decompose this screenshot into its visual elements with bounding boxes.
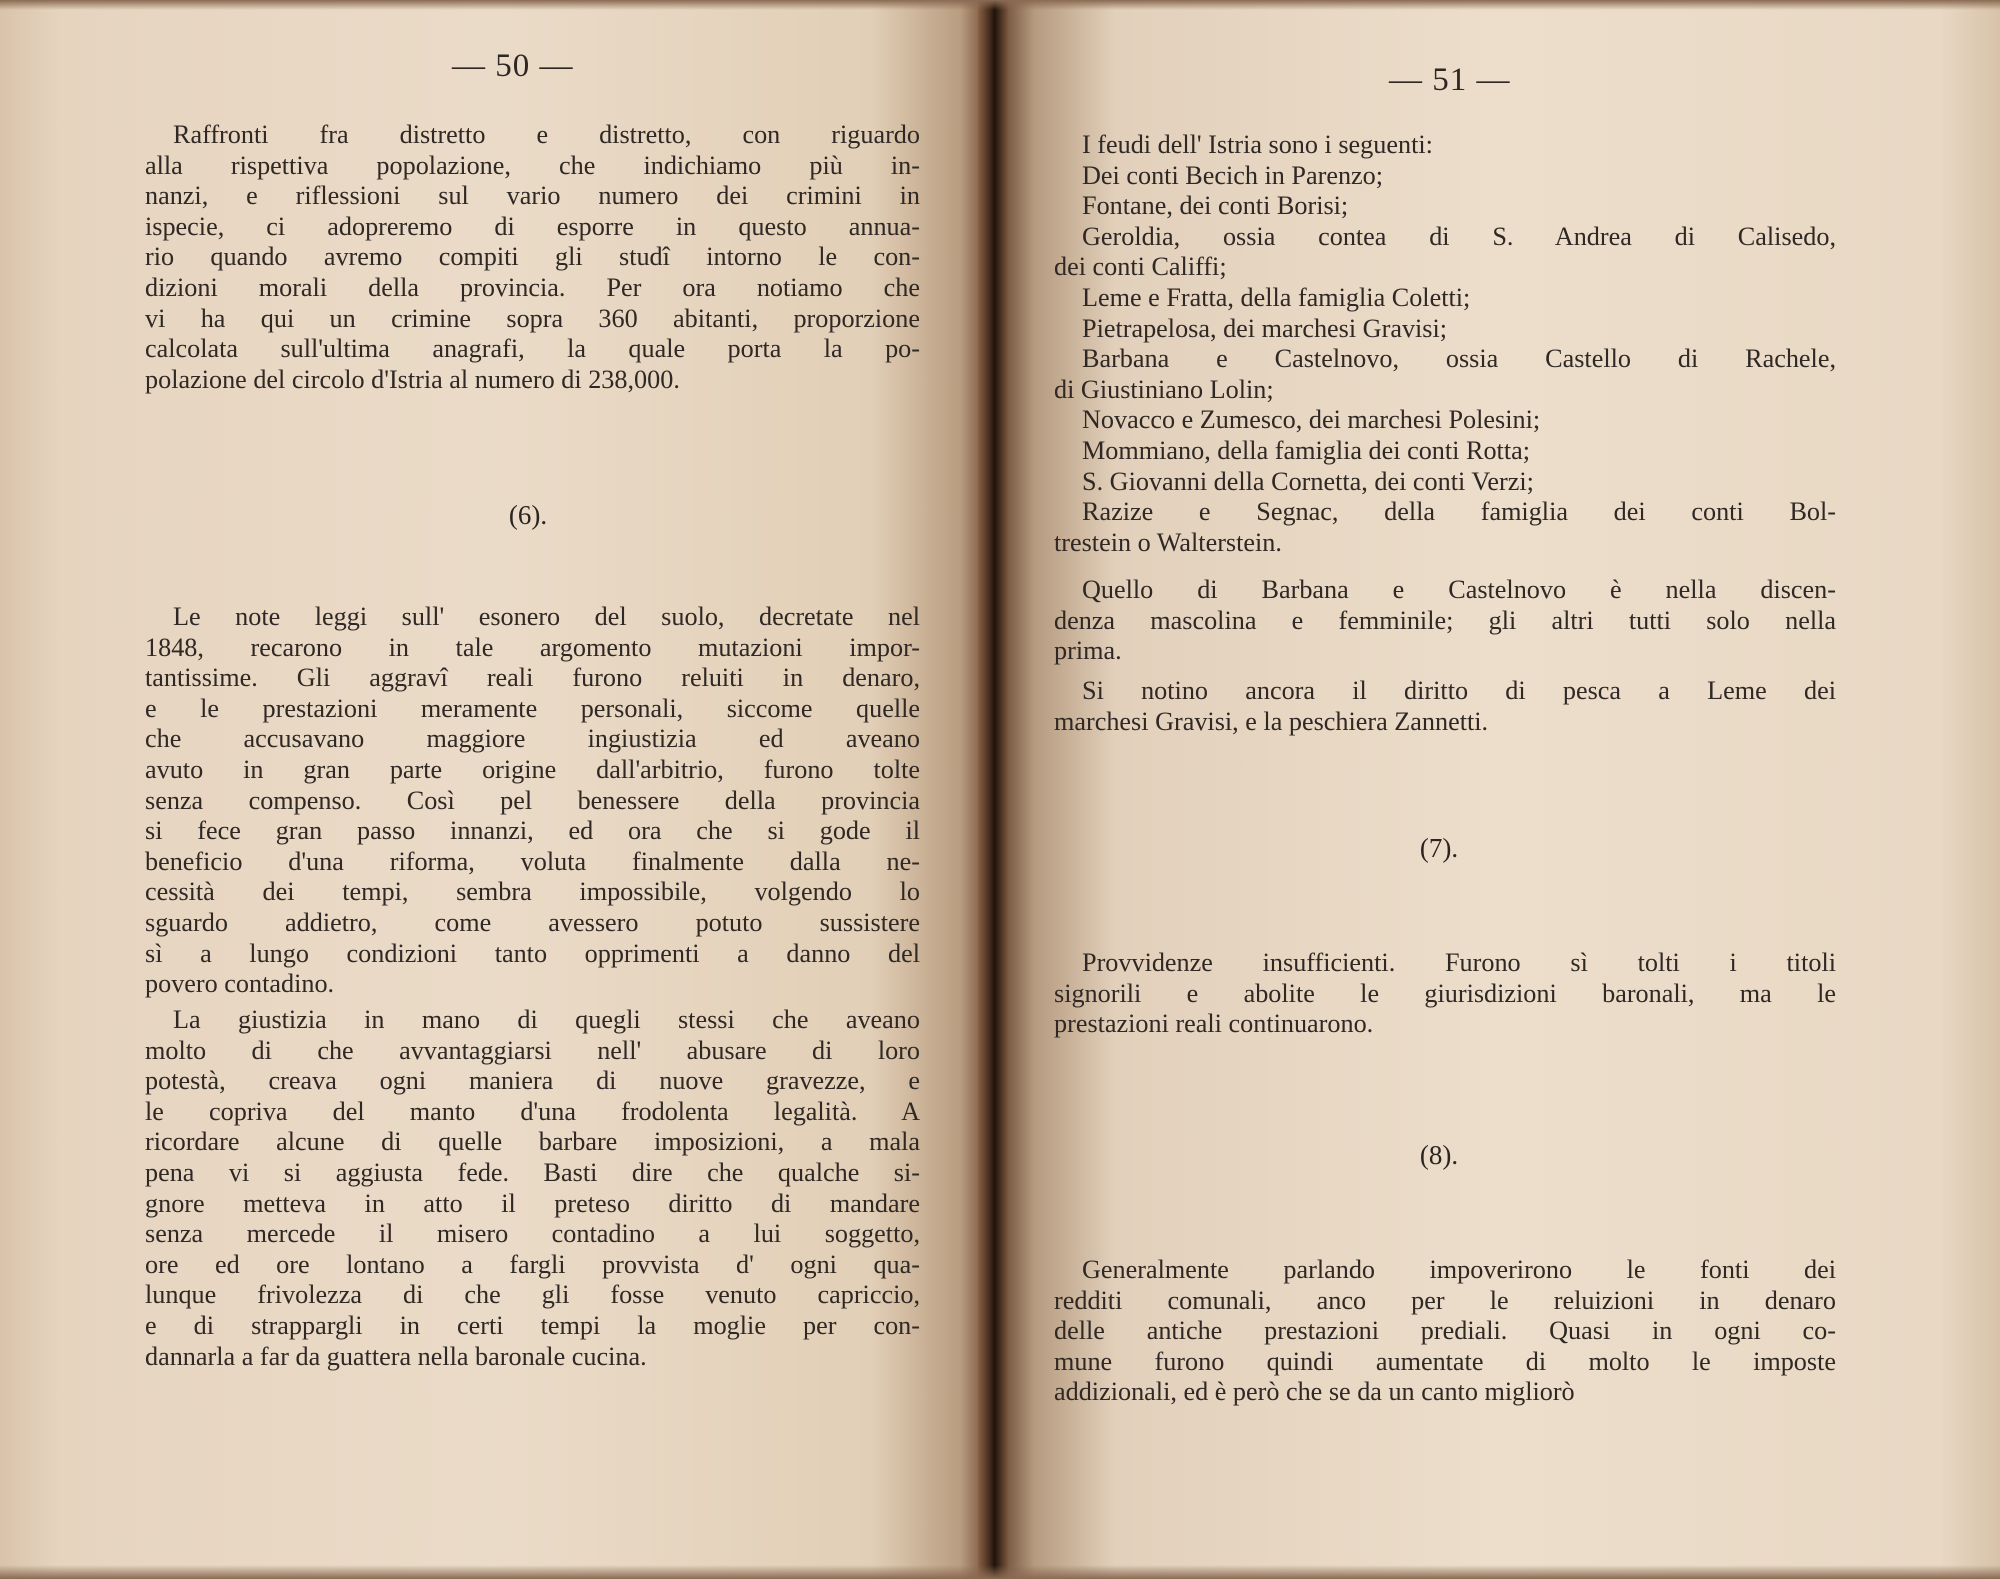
page-edge-top <box>0 0 2000 10</box>
page-number-right: — 51 — <box>1389 62 1511 98</box>
fief-item-continued: trestein o Walterstein. <box>1054 527 1282 557</box>
text-line: prestazioni reali continuarono. <box>1054 1009 1374 1039</box>
fief-item: Pietrapelosa, dei marchesi Gravisi; <box>1082 313 1448 343</box>
fief-item: Barbana e Castelnovo, ossia Castello di Rachele, <box>1082 344 1836 374</box>
paragraph <box>1054 948 1836 1040</box>
fief-item: Leme e Fratta, della famiglia Coletti; <box>1082 282 1471 312</box>
section-heading-7: (7). <box>1419 833 1459 863</box>
page-edge-bottom <box>0 1565 2000 1579</box>
section-heading-6: (6). <box>508 500 548 530</box>
right-paragraph-b <box>1054 676 1836 737</box>
paragraph <box>1054 575 1836 667</box>
fiefs-intro: I feudi dell' Istria sono i seguenti: <box>1082 130 1433 159</box>
right-paragraph-7 <box>1054 948 1836 1040</box>
text-line: dizioni morali della provincia. Per ora notiamo che <box>145 272 920 302</box>
book-gutter <box>978 0 1008 1579</box>
text-line: tantissime. Gli aggravî reali furono reluiti in denaro, <box>145 663 920 693</box>
text-line: La giustizia in mano di quegli stessi che aveano <box>173 1005 920 1034</box>
fief-item: Mommiano, della famiglia dei conti Rotta; <box>1082 435 1531 465</box>
left-paragraph-3 <box>145 1005 920 1372</box>
paragraph <box>1054 1255 1836 1408</box>
section-heading-8: (8). <box>1419 1140 1459 1170</box>
text-line: Generalmente parlando impoverirono le fonti dei <box>1082 1255 1836 1284</box>
text-line: alla rispettiva popolazione, che indichiamo più in- <box>145 150 920 180</box>
left-paragraph-2 <box>145 602 920 1000</box>
text-line: sì a lungo condizioni tanto opprimenti a danno del <box>145 938 920 968</box>
text-line: pena vi si aggiusta fede. Basti dire che qualche si- <box>145 1157 920 1187</box>
text-line: Provvidenze insufficienti. Furono sì tolti i titoli <box>1082 948 1836 977</box>
text-line: 1848, recarono in tale argomento mutazioni impor- <box>145 632 920 662</box>
text-line: e di strappargli in certi tempi la moglie per con- <box>145 1310 920 1340</box>
text-line: senza mercede il misero contadino a lui soggetto, <box>145 1219 920 1249</box>
text-line: avuto in gran parte origine dall'arbitrio, furono tolte <box>145 754 920 784</box>
text-line: povero contadino. <box>145 969 335 999</box>
text-line: sguardo addietro, come avessero potuto sussistere <box>145 907 920 937</box>
text-line: Quello di Barbana e Castelnovo è nella discen- <box>1082 575 1836 604</box>
text-line: signorili e abolite le giurisdizioni baronali, ma le <box>1054 978 1836 1008</box>
fief-item-continued: dei conti Califfi; <box>1054 252 1227 282</box>
text-line: ispecie, ci adopreremo di esporre in questo annua- <box>145 211 920 241</box>
right-paragraph-a <box>1054 575 1836 667</box>
text-line: delle antiche prestazioni prediali. Quasi in ogni co- <box>1054 1316 1836 1346</box>
text-line: denza mascolina e femminile; gli altri tutti solo nella <box>1054 605 1836 635</box>
text-line: dannarla a far da guattera nella baronale cucina. <box>145 1341 647 1371</box>
left-page <box>0 0 990 1579</box>
text-line: cessità dei tempi, sembra impossibile, volgendo lo <box>145 877 920 907</box>
fiefs-list <box>1054 130 1836 558</box>
text-line: polazione del circolo d'Istria al numero di 238,000. <box>145 364 680 394</box>
text-line: molto di che avvantaggiarsi nell' abusare di loro <box>145 1035 920 1065</box>
page-number-left: — 50 — <box>452 48 574 84</box>
fief-item: Dei conti Becich in Parenzo; <box>1082 160 1384 190</box>
right-paragraph-8 <box>1054 1255 1836 1408</box>
text-line: potestà, creava ogni maniera di nuove gravezze, e <box>145 1066 920 1096</box>
fief-item-continued: di Giustiniano Lolin; <box>1054 374 1274 404</box>
text-line: lunque frivolezza di che gli fosse venuto capriccio, <box>145 1280 920 1310</box>
text-line: rio quando avremo compiti gli studî intorno le con- <box>145 242 920 272</box>
text-line: addizionali, ed è però che se da un canto migliorò <box>1054 1377 1575 1407</box>
paragraph <box>1054 676 1836 737</box>
fief-item: S. Giovanni della Cornetta, dei conti Verzi; <box>1082 466 1534 496</box>
text-line: gnore metteva in atto il preteso diritto di mandare <box>145 1188 920 1218</box>
fief-item: Razize e Segnac, della famiglia dei conti Bol- <box>1082 497 1836 527</box>
text-line: redditi comunali, anco per le reluizioni in denaro <box>1054 1285 1836 1315</box>
text-line: beneficio d'una riforma, voluta finalmente dalla ne- <box>145 846 920 876</box>
paragraph <box>145 120 920 395</box>
text-line: le copriva del manto d'una frodolenta legalità. A <box>145 1096 920 1126</box>
text-line: calcolata sull'ultima anagrafi, la quale porta la po- <box>145 334 920 364</box>
paragraph <box>145 602 920 1000</box>
text-line: ore ed ore lontano a fargli provvista d' ogni qua- <box>145 1249 920 1279</box>
fief-item: Geroldia, ossia contea di S. Andrea di Calisedo, <box>1082 221 1836 251</box>
text-line: nanzi, e riflessioni sul vario numero dei crimini in <box>145 181 920 211</box>
right-page <box>994 0 2000 1579</box>
fiefs-items <box>1054 161 1836 559</box>
text-line: Le note leggi sull' esonero del suolo, decretate nel <box>173 602 920 631</box>
text-line: ricordare alcune di quelle barbare imposizioni, a mala <box>145 1127 920 1157</box>
text-line: senza compenso. Così pel benessere della provincia <box>145 785 920 815</box>
text-line: Raffronti fra distretto e distretto, con riguardo <box>173 120 920 149</box>
fief-item: Novacco e Zumesco, dei marchesi Polesini; <box>1082 405 1541 435</box>
left-paragraph-1 <box>145 120 920 395</box>
paragraph <box>145 1005 920 1372</box>
text-line: mune furono quindi aumentate di molto le imposte <box>1054 1346 1836 1376</box>
fief-item: Fontane, dei conti Borisi; <box>1082 191 1349 221</box>
text-line: prima. <box>1054 636 1122 666</box>
text-line: che accusavano maggiore ingiustizia ed aveano <box>145 724 920 754</box>
text-line: marchesi Gravisi, e la peschiera Zannetti. <box>1054 706 1489 736</box>
text-line: vi ha qui un crimine sopra 360 abitanti, proporzione <box>145 303 920 333</box>
text-line: e le prestazioni meramente personali, siccome quelle <box>145 693 920 723</box>
text-line: si fece gran passo innanzi, ed ora che si gode il <box>145 816 920 846</box>
text-line: Si notino ancora il diritto di pesca a Leme dei <box>1082 676 1836 705</box>
